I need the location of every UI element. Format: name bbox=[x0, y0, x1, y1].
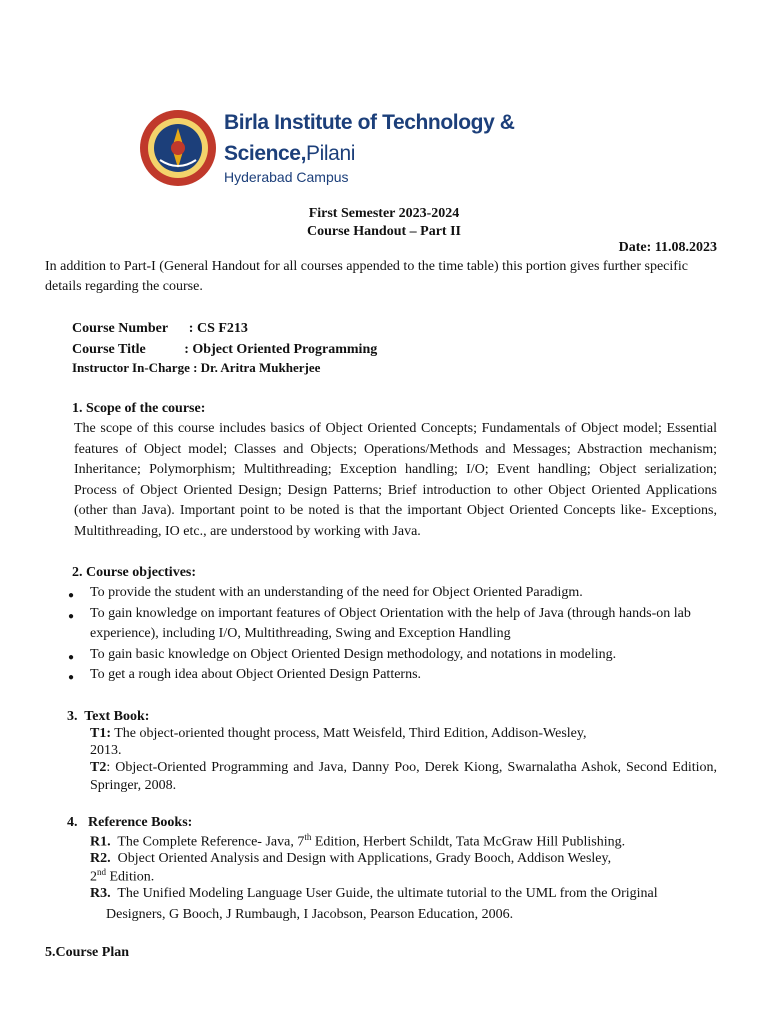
institute-name: Birla Institute of Technology & Science,Pilani bbox=[224, 111, 515, 165]
course-number-value: CS F213 bbox=[196, 321, 248, 336]
course-title-value: Object Oriented Programming bbox=[192, 342, 378, 357]
instructor-value: Dr. Aritra Mukherjee bbox=[200, 360, 321, 375]
objective-item: ● To provide the student with an understanding of the need for Object Oriented Paradigm. bbox=[45, 583, 717, 604]
course-number-row bbox=[72, 319, 248, 339]
course-title-row bbox=[72, 340, 377, 360]
t1-text: The object-oriented thought process, Matt Weisfeld, Third Edition, Addison-Wesley, bbox=[111, 726, 587, 741]
objective-item: ● To gain basic knowledge on Object Oriented Design methodology, and notations in modeling. bbox=[45, 645, 717, 666]
reference-r3-continuation: Designers, G Booch, J Rumbaugh, I Jacobson, Pearson Education, 2006. bbox=[106, 907, 514, 922]
course-plan-heading: 5.Course Plan bbox=[45, 945, 129, 960]
t2-label: T2 bbox=[90, 760, 107, 775]
handout-date: Date: 11.08.2023 bbox=[618, 240, 717, 255]
objective-item: ● To gain knowledge on important features of Object Orientation with the help of Java (through hands-on lab experience), including I/O, Multithreading, Swing and Exception Handling bbox=[45, 604, 717, 645]
objective-item: ● To get a rough idea about Object Oriented Design Patterns. bbox=[45, 665, 717, 686]
course-number-label: Course Number : bbox=[72, 321, 194, 336]
campus-name: Hyderabad Campus bbox=[224, 169, 349, 186]
references-heading: 4. Reference Books: bbox=[67, 815, 193, 830]
reference-r2-continuation: 2nd Edition. bbox=[90, 867, 155, 885]
scope-heading: 1. Scope of the course: bbox=[72, 401, 206, 416]
intro-paragraph: In addition to Part-I (General Handout for all courses appended to the time table) this portion gives further specific details regarding the course. bbox=[45, 259, 689, 294]
textbook-t2 bbox=[90, 759, 717, 795]
reference-r3: R3. The Unified Modeling Language User Guide, the ultimate tutorial to the UML from the Original bbox=[90, 886, 658, 901]
t1-label: T1: bbox=[90, 726, 111, 741]
semester-title: First Semester 2023-2024 bbox=[308, 206, 460, 221]
textbook-t1 bbox=[90, 724, 717, 744]
reference-r2: R2. Object Oriented Analysis and Design with Applications, Grady Booch, Addison Wesley, bbox=[90, 851, 612, 866]
instructor-label: Instructor In-Charge : bbox=[72, 360, 198, 375]
bits-seal-icon bbox=[138, 108, 218, 188]
t2-text: : Object-Oriented Programming and Java, Danny Poo, Derek Kiong, Swarnalatha Ashok, Second Edition, Springer, 2008. bbox=[90, 760, 717, 793]
course-title-label: Course Title : bbox=[72, 342, 189, 357]
t1-continuation: 2013. bbox=[90, 743, 122, 758]
instructor-row bbox=[72, 359, 320, 378]
institute-logo-text bbox=[224, 108, 624, 187]
objectives-heading: 2. Course objectives: bbox=[72, 565, 197, 580]
textbook-heading: 3. Text Book: bbox=[67, 709, 150, 724]
objectives-list bbox=[45, 583, 717, 686]
handout-title: Course Handout – Part II bbox=[306, 224, 461, 239]
scope-paragraph: The scope of this course includes basics of Object Oriented Concepts; Fundamentals of Object model; Essential features of Object model; Classes and Objects; Operations/Methods and Messages; Abstraction mechanism; Inheritance; Polymorphism; Multithreading; Exception handling; I/O; Event handling; Object serialization; Process of Object Oriented Design; Design Patterns; Brief introduction to other Object Oriented Applications (other than Java). Important point to be noted is that the important Object Oriented Concepts like- Exceptions, Multithreading, IO etc., are understood by working with Java. bbox=[74, 421, 717, 539]
institute-logo-banner bbox=[138, 98, 624, 198]
reference-r1: R1. The Complete Reference- Java, 7th Edition, Herbert Schildt, Tata McGraw Hill Publishing. bbox=[90, 832, 626, 850]
